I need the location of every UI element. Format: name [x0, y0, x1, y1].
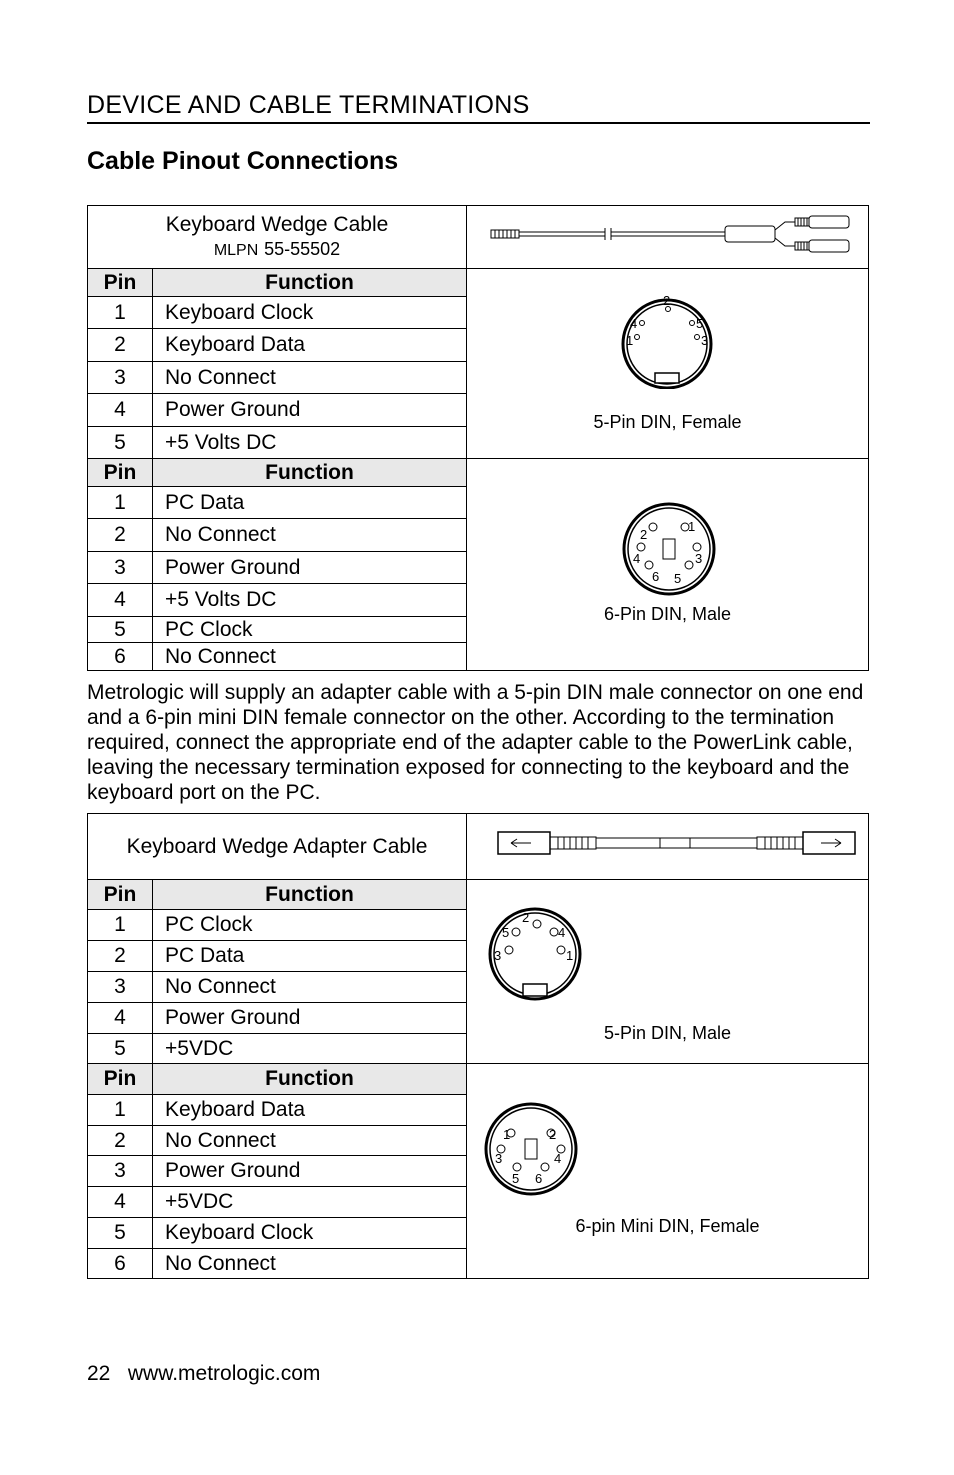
pin-number: 3 — [88, 972, 153, 1003]
pin-number: 1 — [88, 297, 153, 329]
section-title: DEVICE AND CABLE TERMINATIONS — [87, 91, 530, 119]
pin-function: PC Clock — [153, 617, 467, 643]
pin-number: 3 — [88, 1156, 153, 1187]
pin-number: 6 — [88, 1249, 153, 1279]
pin-number: 1 — [88, 487, 153, 519]
pin-function: No Connect — [153, 1126, 467, 1156]
mini-din-6-female-icon — [481, 1099, 581, 1199]
pin-label: 5 — [512, 1171, 520, 1186]
din-5-female-icon — [612, 289, 722, 389]
page-title: Cable Pinout Connections — [87, 147, 399, 175]
din-5-male-icon — [481, 902, 591, 1002]
pin-label: 4 — [630, 316, 638, 331]
connector-cell — [467, 459, 869, 671]
pin-function: +5VDC — [153, 1034, 467, 1064]
pin-function: PC Data — [153, 487, 467, 519]
pin-function: Keyboard Clock — [153, 297, 467, 329]
pin-number: 6 — [88, 643, 153, 671]
pin-function: Power Ground — [153, 552, 467, 584]
pin-label: 3 — [495, 1151, 503, 1166]
pin-label: 5 — [502, 925, 510, 940]
din-6-male-icon — [619, 499, 719, 599]
cable-name: Keyboard Wedge Cable — [165, 213, 389, 236]
pin-number: 5 — [88, 617, 153, 643]
pin-label: 3 — [695, 551, 703, 566]
pin-number: 4 — [88, 1187, 153, 1218]
pin-function: Power Ground — [153, 1003, 467, 1034]
pin-number: 5 — [88, 1218, 153, 1249]
function-header: Function — [153, 1064, 467, 1095]
pin-function: Keyboard Clock — [153, 1218, 467, 1249]
adapter-paragraph: Metrologic will supply an adapter cable with a 5-pin DIN male connector on one end and a 6-pin mini DIN female connector on the other. According to the termination required, connect the appropriate end of the adapter cable to the PowerLink cable, leaving the necessary termination exposed for connecting to the keyboard and the keyboard port on the PC. — [87, 681, 864, 804]
pin-number: 2 — [88, 941, 153, 972]
pin-label: 1 — [503, 1127, 511, 1142]
pin-number: 2 — [88, 329, 153, 362]
pin-label: 6 — [652, 569, 660, 584]
pin-function: No Connect — [153, 972, 467, 1003]
pin-number: 3 — [88, 362, 153, 394]
pin-number: 4 — [88, 394, 153, 427]
pin-label: 3 — [494, 948, 502, 963]
footer — [87, 1362, 320, 1386]
pin-function: +5 Volts DC — [153, 584, 467, 617]
pin-label: 2 — [640, 527, 648, 542]
footer-website: www.metrologic.com — [127, 1362, 321, 1385]
connector-label: 5-Pin DIN, Male — [603, 1023, 732, 1043]
pin-label: 2 — [522, 910, 530, 925]
function-header: Function — [153, 880, 467, 910]
pin-function: Power Ground — [153, 1156, 467, 1187]
connector-cell — [467, 880, 869, 1064]
pin-label: 1 — [626, 333, 634, 348]
cable-name: Keyboard Wedge Adapter Cable — [126, 834, 428, 858]
function-header: Function — [153, 269, 467, 297]
function-header: Function — [153, 459, 467, 487]
pin-header: Pin — [88, 1064, 153, 1095]
pin-function: No Connect — [153, 362, 467, 394]
keyboard-wedge-cable-table — [87, 205, 869, 671]
pin-function: No Connect — [153, 519, 467, 552]
pin-number: 4 — [88, 584, 153, 617]
pin-number: 5 — [88, 1034, 153, 1064]
pin-number: 2 — [88, 519, 153, 552]
pin-number: 2 — [88, 1126, 153, 1156]
cable-name-cell — [88, 206, 467, 269]
pin-label: 2 — [663, 293, 671, 308]
pin-header: Pin — [88, 880, 153, 910]
pin-header: Pin — [88, 459, 153, 487]
connector-label: 5-Pin DIN, Female — [593, 412, 742, 432]
connector-cell — [467, 1064, 869, 1279]
pin-function: +5 Volts DC — [153, 427, 467, 459]
pin-function: +5VDC — [153, 1187, 467, 1218]
page-number: 22 — [87, 1362, 111, 1385]
pin-function: No Connect — [153, 1249, 467, 1279]
pin-header: Pin — [88, 269, 153, 297]
pin-number: 5 — [88, 427, 153, 459]
pin-number: 1 — [88, 910, 153, 941]
pin-function: Keyboard Data — [153, 1095, 467, 1126]
pin-function: No Connect — [153, 643, 467, 671]
connector-label: 6-pin Mini DIN, Female — [575, 1216, 760, 1236]
pin-label: 4 — [633, 551, 641, 566]
pin-label: 4 — [558, 925, 566, 940]
pin-label: 6 — [535, 1171, 543, 1186]
adapter-cable-icon — [478, 826, 858, 862]
connector-cell — [467, 269, 869, 459]
pin-label: 1 — [566, 948, 574, 963]
pin-function: PC Data — [153, 941, 467, 972]
wedge-cable-icon — [478, 214, 858, 254]
section-header — [87, 88, 870, 124]
pin-number: 4 — [88, 1003, 153, 1034]
pin-number: 3 — [88, 552, 153, 584]
mlpn: MLPN 55-55502 — [213, 239, 341, 259]
pin-label: 1 — [688, 519, 696, 534]
cable-image-cell — [467, 206, 869, 269]
pin-label: 4 — [554, 1151, 562, 1166]
cable-name-cell — [88, 814, 467, 880]
pin-number: 1 — [88, 1095, 153, 1126]
pin-label: 5 — [696, 316, 704, 331]
keyboard-wedge-adapter-table — [87, 813, 869, 1279]
pin-label: 3 — [701, 333, 709, 348]
cable-image-cell — [467, 814, 869, 880]
pin-function: Keyboard Data — [153, 329, 467, 362]
connector-label: 6-Pin DIN, Male — [603, 604, 732, 624]
pin-function: Power Ground — [153, 394, 467, 427]
pin-function: PC Clock — [153, 910, 467, 941]
pin-label: 2 — [549, 1127, 557, 1142]
pin-label: 5 — [674, 571, 682, 586]
